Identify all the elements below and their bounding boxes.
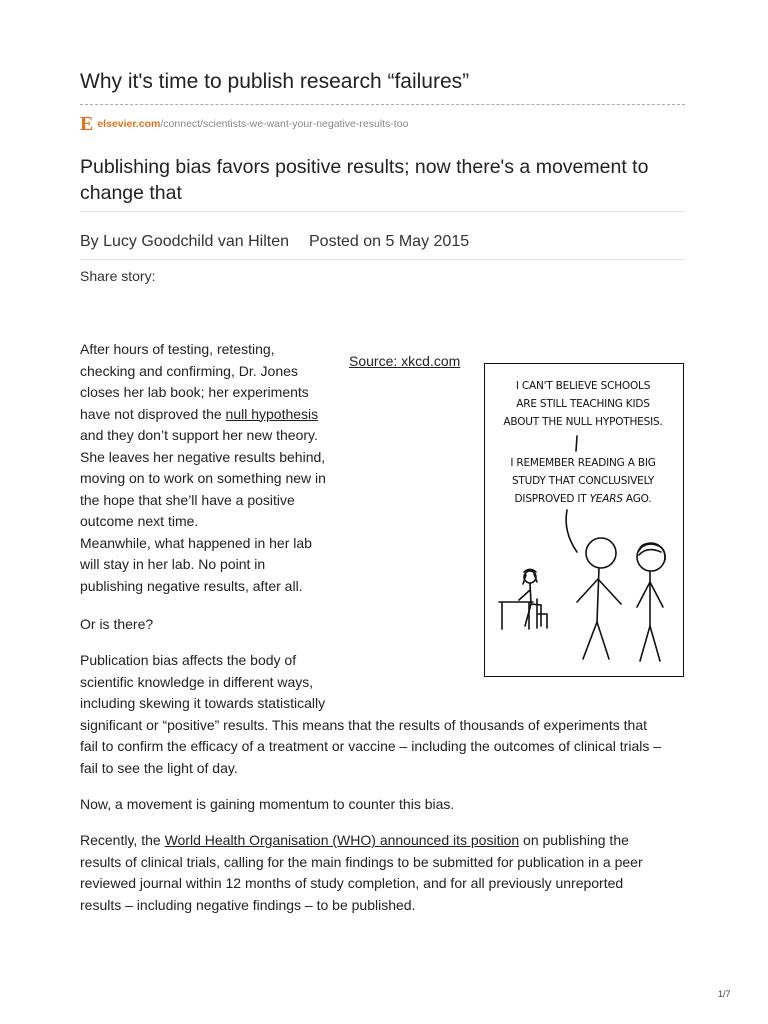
p5-line: reviewed journal within 12 months of study completion, and for all previously unreported <box>80 875 624 891</box>
posted-date: Posted on 5 May 2015 <box>309 233 470 250</box>
p1-line: outcome next time. <box>80 513 199 529</box>
page-number: 1/7 <box>718 989 731 999</box>
p1-line: checking and confirming, Dr. Jones <box>80 362 298 379</box>
p3-line: fail to confirm the efficacy of a treatment or vaccine – including the outcomes of clinical trials – <box>80 738 662 754</box>
p1-line: She leaves her negative results behind, <box>80 448 326 465</box>
small-figure-arm <box>519 590 530 600</box>
comic-text: ARE STILL TEACHING KIDS <box>516 398 650 410</box>
stick-figure-head <box>586 538 616 568</box>
p1-line: moving on to work on something new in <box>80 470 326 486</box>
comic-text: I REMEMBER READING A BIG <box>510 457 656 469</box>
comic-text: STUDY THAT CONCLUSIVELY <box>511 475 655 487</box>
p3-line: fail to see the light of day. <box>80 759 238 776</box>
header-divider <box>80 104 685 105</box>
p1-line: the hope that she’ll have a positive <box>80 491 295 508</box>
p1-line: will stay in her lab. No point in <box>80 556 266 572</box>
p5-line: Recently, the World Health Organisation (WHO) announced its position on publishing the <box>80 832 629 848</box>
null-hypothesis-link[interactable]: null hypothesis <box>225 405 319 422</box>
byline <box>80 233 469 251</box>
small-figure-body <box>525 583 541 626</box>
byline-divider <box>80 259 685 260</box>
comic-drawing <box>485 364 682 675</box>
p5-line: results of clinical trials, calling for the main findings to be submitted for publication in a peer <box>80 853 643 870</box>
p3-line: significant or “positive” results. This means that the results of thousands of experiments that <box>80 716 648 733</box>
p3-line: scientific knowledge in different ways, <box>80 673 314 690</box>
chair <box>537 599 547 628</box>
page-title: Why it's time to publish research “failures” <box>80 70 470 93</box>
stick-figure-legs <box>583 622 609 659</box>
comic-text: ABOUT THE NULL HYPOTHESIS. <box>503 416 663 428</box>
author: By Lucy Goodchild van Hilten <box>80 233 289 250</box>
paragraph-2: Or is there? <box>80 616 154 632</box>
stick-figure-legs <box>640 626 660 661</box>
who-position-link[interactable]: World Health Organisation (WHO) announced its position <box>164 832 520 848</box>
source-path[interactable]: /connect/scientists-we-want-your-negative-results-too <box>160 118 409 130</box>
p3-line: including skewing it towards statistically <box>80 695 326 711</box>
hair <box>638 544 665 561</box>
paragraph-5 <box>80 830 700 916</box>
source-domain[interactable]: elsevier.com <box>97 118 161 130</box>
comic-text: DISPROVED IT YEARS AGO. <box>514 493 652 505</box>
xkcd-comic <box>484 363 684 677</box>
p1-line: publishing negative results, after all. <box>80 577 303 594</box>
paragraph-1 <box>80 339 345 597</box>
subtitle-divider <box>80 211 685 212</box>
elsevier-logo-icon: E <box>80 113 94 135</box>
p1-line: After hours of testing, retesting, <box>80 341 275 357</box>
comic-text: I CAN'T BELIEVE SCHOOLS <box>515 380 651 392</box>
stick-figure-body <box>597 568 599 622</box>
p1-line: closes her lab book; her experiments <box>80 384 309 400</box>
p1-line: have not disproved the null hypothesis <box>80 405 319 422</box>
speech-tail <box>576 436 577 451</box>
p5-line: results – including negative findings – to be published. <box>80 896 416 913</box>
speech-tail <box>566 510 577 552</box>
p1-line: and they don’t support her new theory. <box>80 427 318 443</box>
source-line <box>80 113 408 136</box>
paragraph-4: Now, a movement is gaining momentum to counter this bias. <box>80 796 455 812</box>
p3-line: Publication bias affects the body of <box>80 652 297 668</box>
share-label: Share story: <box>80 268 156 284</box>
image-source-link[interactable]: Source: xkcd.com <box>349 353 461 369</box>
article-subtitle: Publishing bias favors positive results; now there's a movement to change that <box>80 156 649 204</box>
p1-line: Meanwhile, what happened in her lab <box>80 534 312 551</box>
